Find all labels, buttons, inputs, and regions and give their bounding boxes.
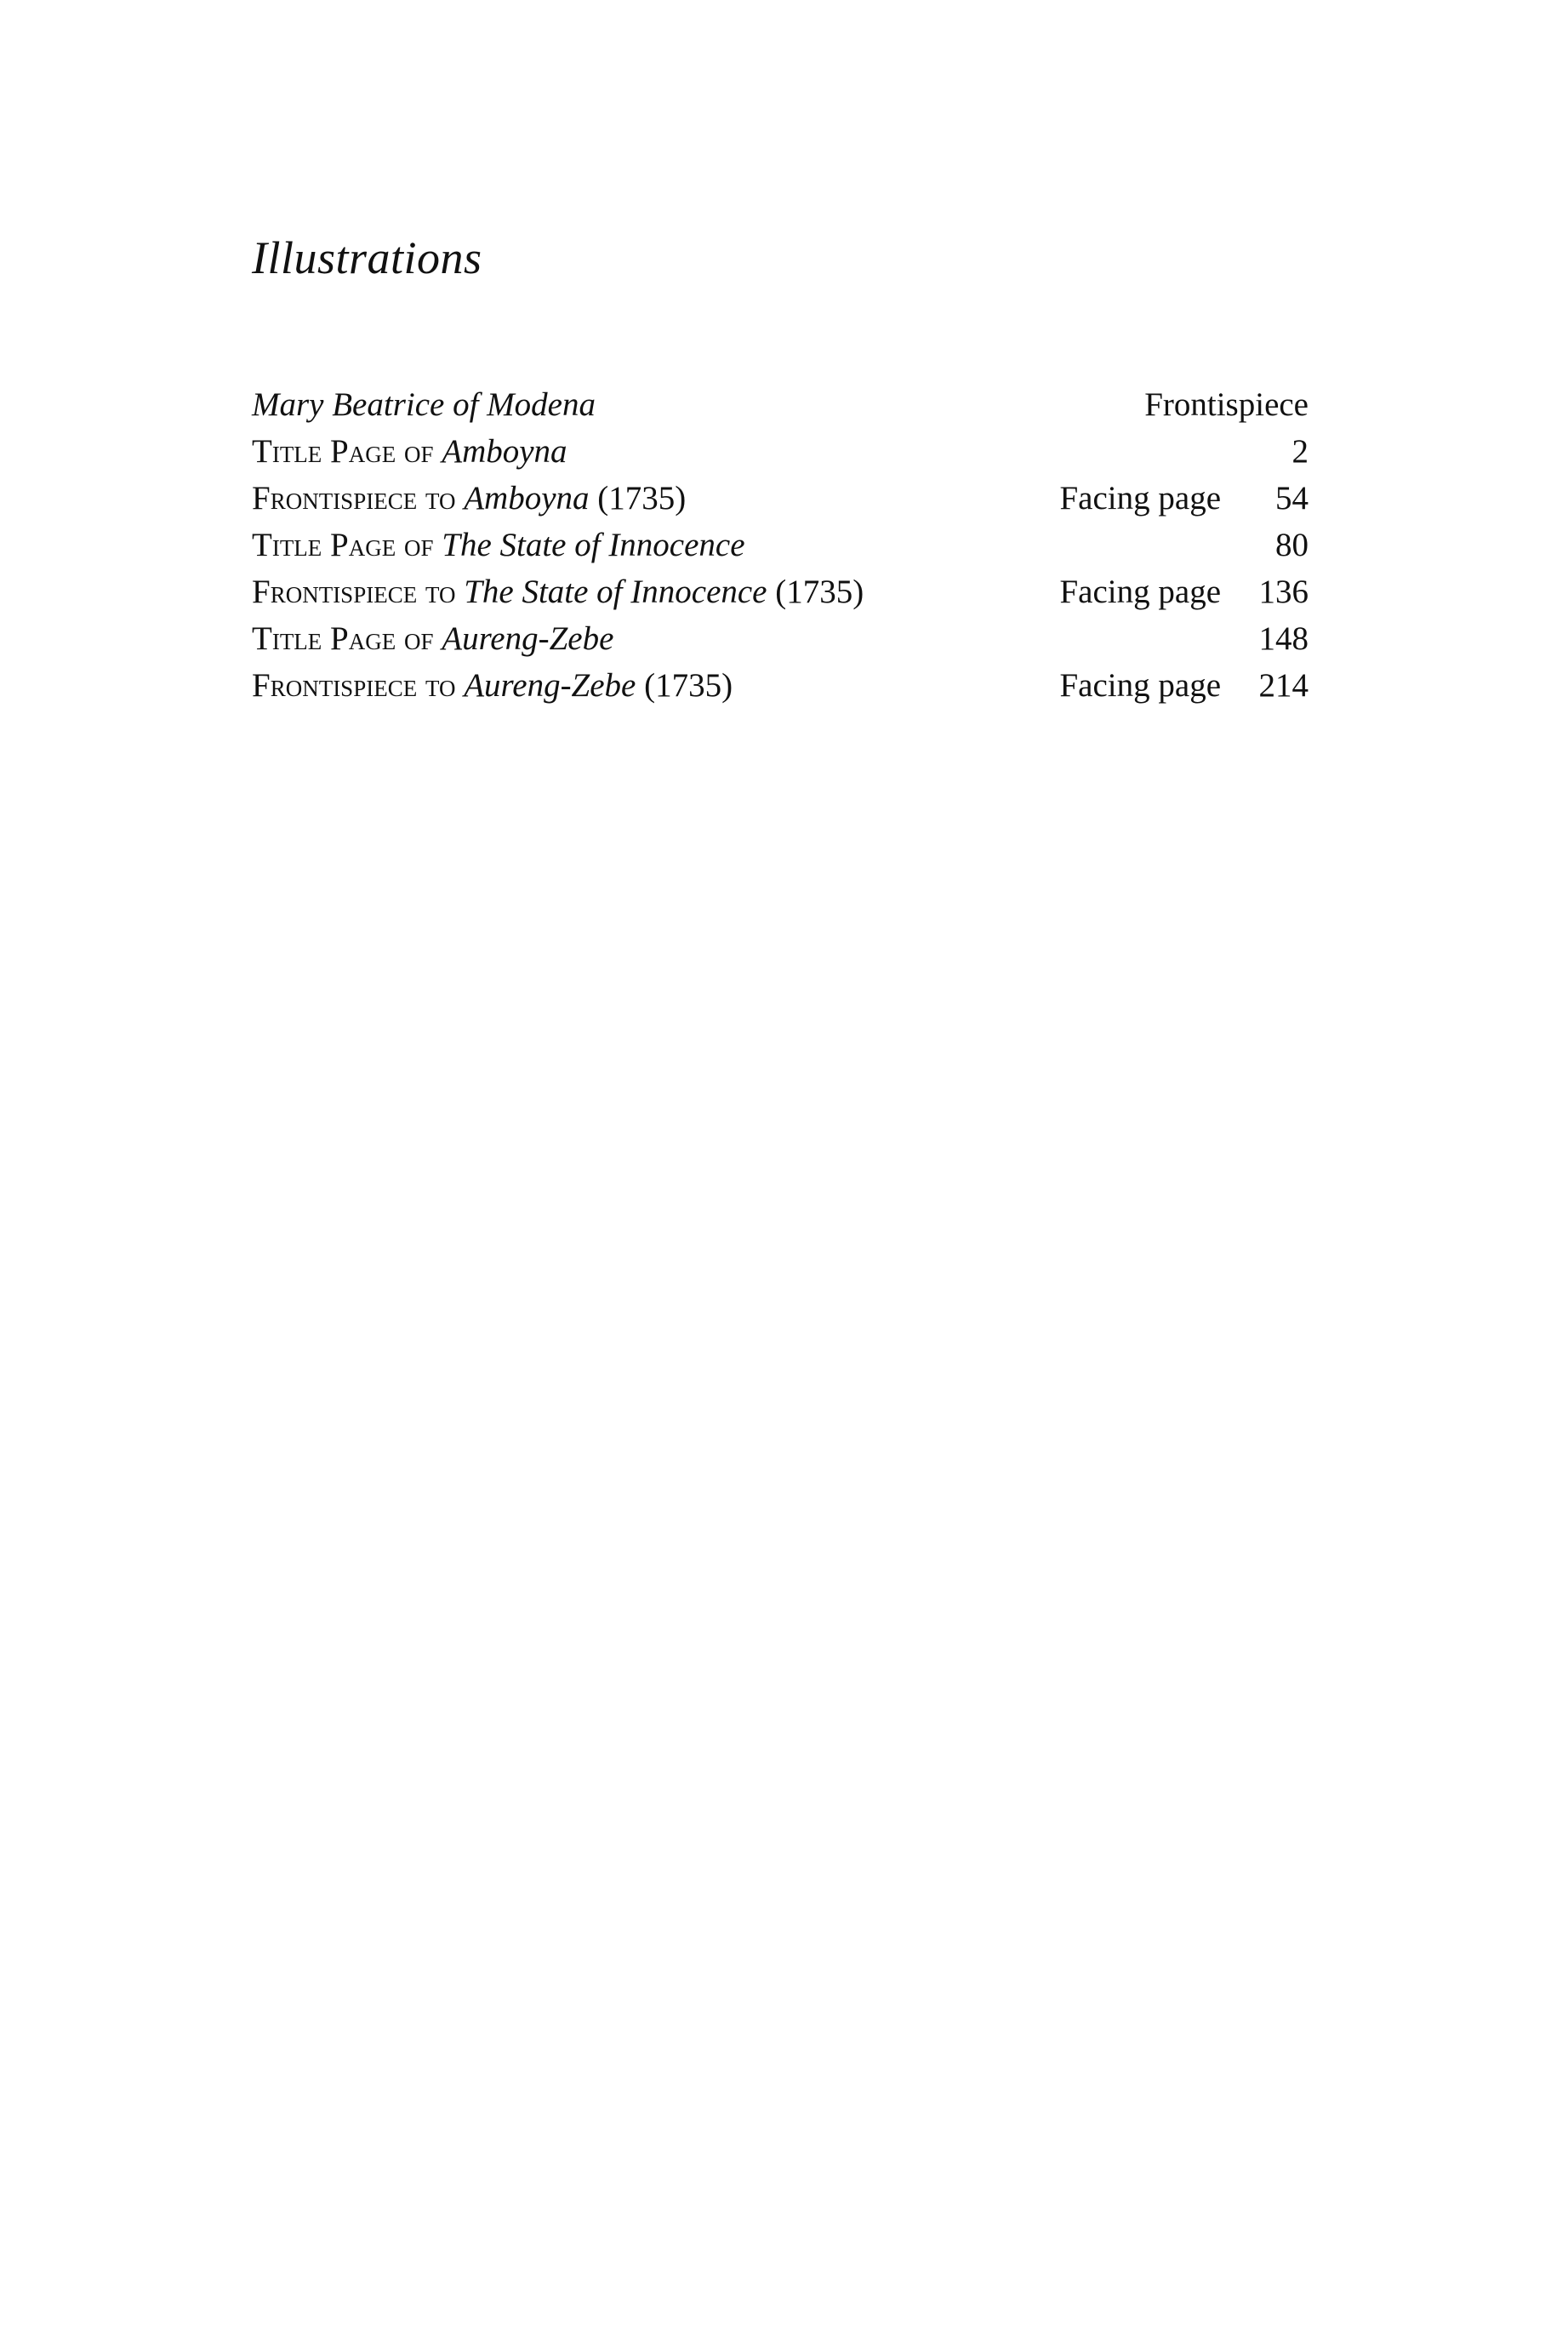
entry-title: [252, 381, 596, 428]
entry-page-number: 2: [1291, 433, 1309, 470]
entry-page-number: 80: [1275, 527, 1309, 563]
entry-page-ref: Frontispiece: [1144, 386, 1309, 423]
entry-prefix: Title Page of: [252, 433, 434, 470]
facing-page-label: Facing page: [1059, 480, 1221, 517]
entry-title: [252, 522, 745, 568]
entry-page-number: 214: [1258, 667, 1309, 704]
entry-year: (1735): [644, 667, 733, 704]
entry-work-title: Amboyna: [442, 433, 567, 470]
entry-page-number: 54: [1275, 480, 1309, 517]
entry-prefix: Frontispiece to: [252, 574, 456, 610]
list-item: [252, 615, 1309, 662]
facing-page-label: Facing page: [1059, 574, 1221, 610]
illustrations-list: [252, 381, 1309, 709]
entry-title: [252, 568, 864, 615]
list-item: [252, 381, 1309, 428]
entry-prefix: Frontispiece to: [252, 480, 456, 517]
entry-work-title: Aureng-Zebe: [442, 620, 614, 657]
list-item: [252, 475, 1309, 522]
list-item: [252, 428, 1309, 475]
list-item: [252, 568, 1309, 615]
facing-page-label: Facing page: [1059, 667, 1221, 704]
entry-title: [252, 428, 567, 475]
entry-title: [252, 662, 733, 709]
entry-year: (1735): [597, 480, 687, 517]
entry-page-number: 136: [1258, 574, 1309, 610]
entry-prefix: Frontispiece to: [252, 667, 456, 704]
entry-work-title: The State of Innocence: [464, 574, 767, 610]
entry-title: [252, 475, 686, 522]
entry-work-title: Mary Beatrice of Modena: [252, 386, 596, 423]
entry-page-number: 148: [1258, 620, 1309, 657]
entry-title: [252, 615, 613, 662]
entry-work-title: Amboyna: [464, 480, 590, 517]
entry-prefix: Title Page of: [252, 527, 434, 563]
entry-work-title: Aureng-Zebe: [464, 667, 636, 704]
entry-year: (1735): [775, 574, 864, 610]
list-item: [252, 522, 1309, 568]
entry-prefix: Title Page of: [252, 620, 434, 657]
page-title: Illustrations: [252, 232, 482, 283]
list-item: [252, 662, 1309, 709]
entry-work-title: The State of Innocence: [442, 527, 745, 563]
